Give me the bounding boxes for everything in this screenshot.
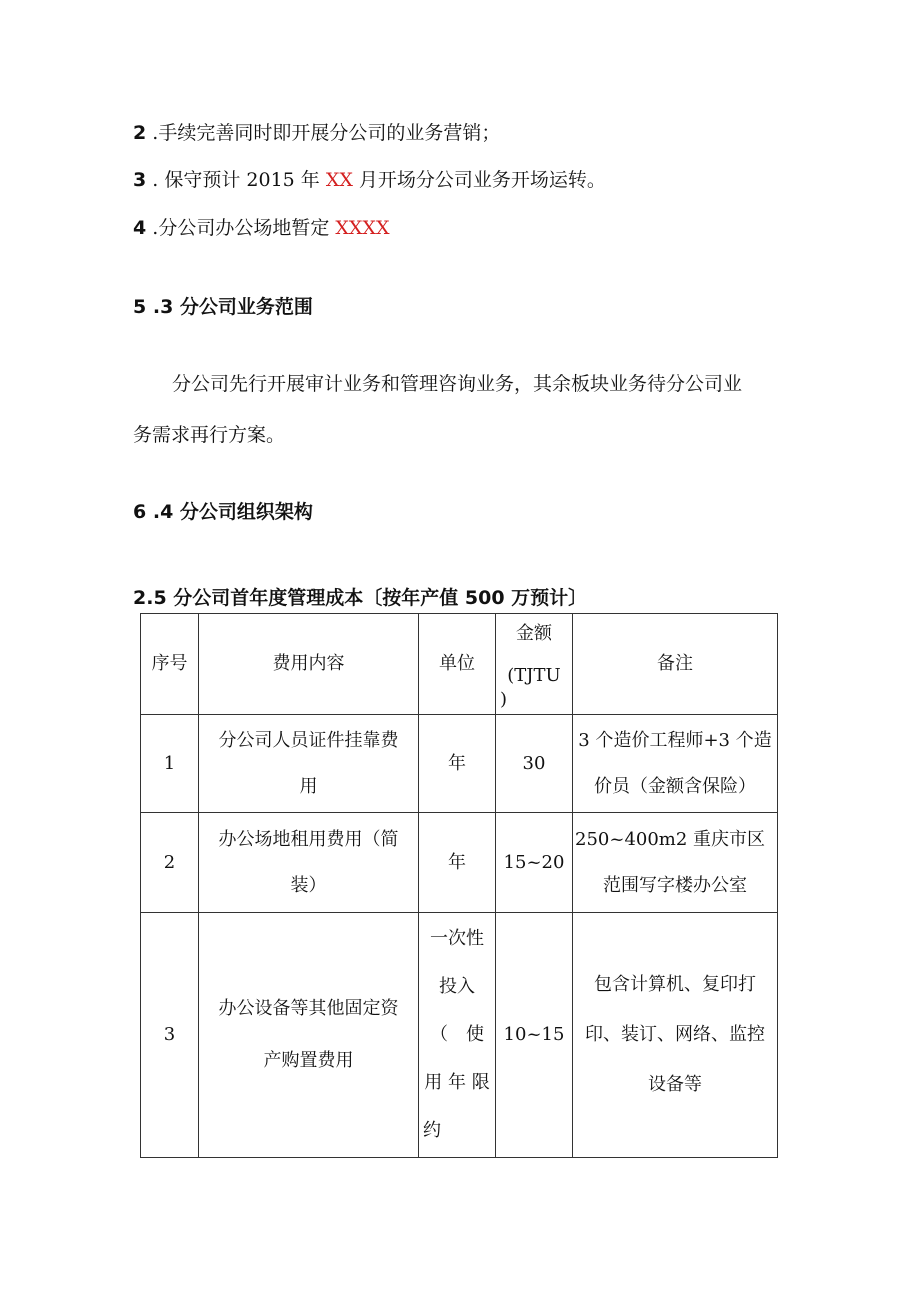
cell-note-line1: 包含计算机、复印打 [594,974,756,995]
paragraph-line-1: 分公司先行开展审计业务和管理咨询业务，其余板块业务待分公司业 [172,373,743,395]
cell-content-line2: 用 [299,775,318,797]
cell-unit [419,913,496,1158]
cell-content-line2: 产购置费用 [263,1050,354,1071]
cell-content [199,715,419,813]
cell-content-line2: 装） [290,874,327,896]
cell-content-line1: 分公司人员证件挂靠费 [218,729,399,751]
table-row [141,715,778,813]
cell-content [199,913,419,1158]
header-amount [496,614,573,715]
header-amount-line3: ) [500,689,508,710]
cell-content-line1: 办公设备等其他固定资 [218,998,399,1019]
section-number: 6 [133,501,147,523]
cell-unit-line4: 用 年 限 [424,1072,490,1093]
cell-note [573,813,778,913]
cell-content [199,813,419,913]
header-amount-line1: 金额 [516,623,552,644]
cell-note [573,715,778,813]
cell-unit: 年 [419,813,496,913]
section-title: .4 分公司组织架构 [146,501,313,523]
item-text: .手续完善同时即开展分公司的业务营销； [146,122,501,144]
header-content: 费用内容 [199,614,419,715]
cell-note-line3: 设备等 [648,1074,702,1095]
cost-table [140,613,778,1158]
item-number: 2 [133,122,147,144]
table-row [141,913,778,1158]
header-note: 备注 [573,614,778,715]
item-text: . 保守预计 2015 年 [146,169,326,191]
cell-seq: 2 [141,813,199,913]
cell-seq: 3 [141,913,199,1158]
cell-amount: 10~15 [496,913,573,1158]
cell-note [573,913,778,1158]
cell-unit-line3: （ 使 [430,1024,484,1045]
section-title: .3 分公司业务范围 [146,296,313,318]
placeholder-highlight: XXXX [335,217,390,239]
table-header-row [141,614,778,715]
item-text: .分公司办公场地暂定 [146,217,336,239]
section-number: 5 [133,296,147,318]
cell-unit: 年 [419,715,496,813]
item-text: 月开场分公司业务开场运转。 [352,169,606,191]
cell-amount: 15~20 [496,813,573,913]
section-heading-5-3 [133,295,313,319]
header-unit: 单位 [419,614,496,715]
cell-note-line2: 范围写字楼办公室 [603,874,747,896]
header-amount-line2: (TJTU [507,665,561,686]
cell-unit-line5: 约 [423,1120,441,1141]
cell-amount: 30 [496,715,573,813]
header-seq: 序号 [141,614,199,715]
cell-seq: 1 [141,715,199,813]
list-item-4 [133,216,389,240]
cell-note-line1: 3 个造价工程师+3 个造 [578,729,772,751]
table-row [141,813,778,913]
cell-note-line1: 250~400m2 重庆市区 [575,828,766,850]
paragraph-line-2: 务需求再行方案。 [133,424,286,446]
cell-note-line2: 印、装订、网络、监控 [585,1024,765,1045]
section-heading-6-4 [133,500,313,524]
list-item-3 [133,168,606,192]
cell-unit-line1: 一次性 [430,928,484,949]
section-title: 2.5 分公司首年度管理成本〔按年产值 500 万预计〕 [133,587,588,609]
item-number: 3 [133,169,147,191]
cell-unit-line2: 投入 [439,976,475,997]
cell-note-line2: 价员（金额含保险） [594,775,756,797]
list-item-2 [133,121,500,145]
item-number: 4 [133,217,147,239]
section-heading-2-5 [133,586,587,610]
placeholder-highlight: XX [325,169,353,191]
cell-content-line1: 办公场地租用费用（简 [218,828,399,850]
